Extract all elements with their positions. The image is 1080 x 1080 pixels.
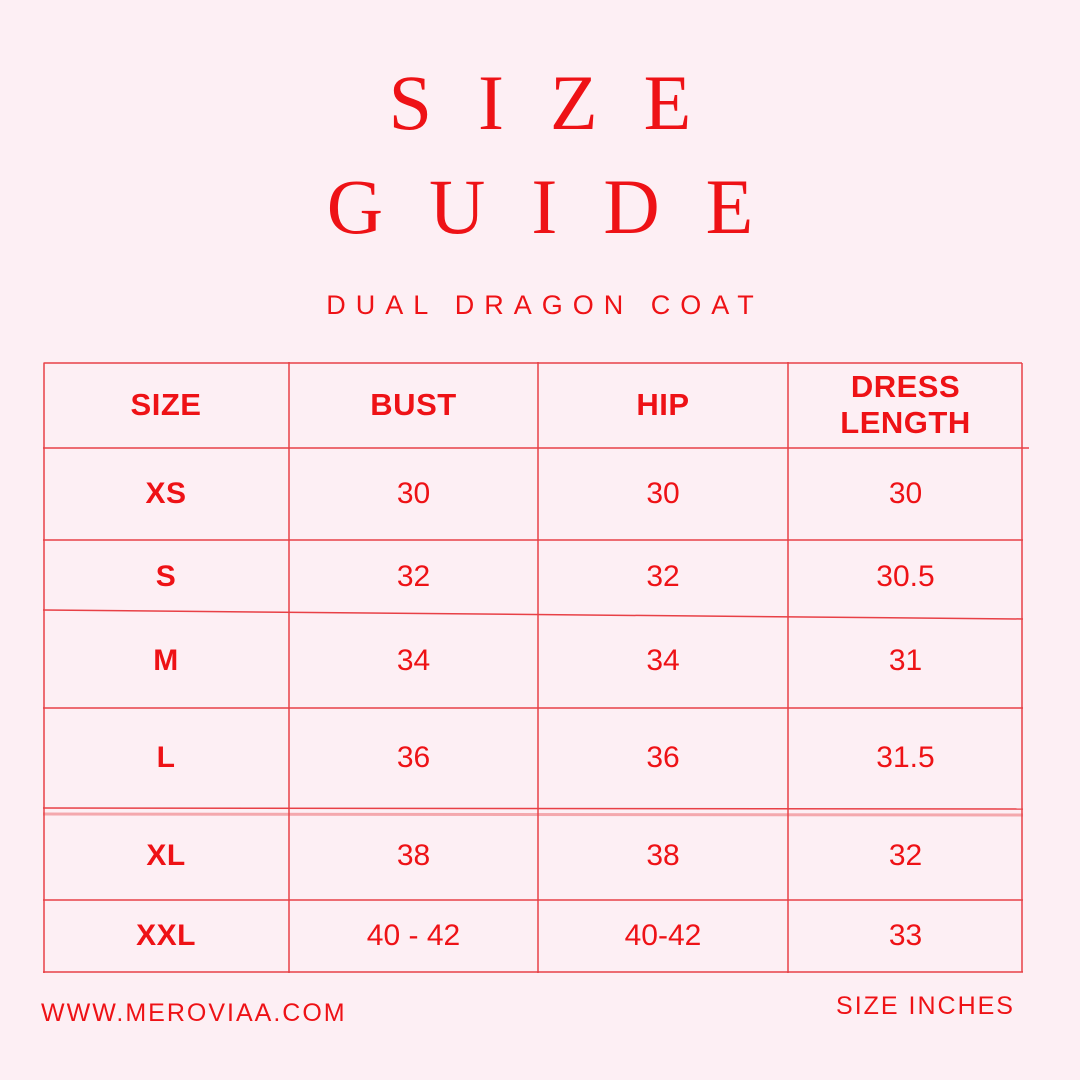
bust-value: 38	[396, 838, 431, 872]
hip-value: 36	[646, 740, 680, 774]
dress-length-value: 31	[888, 643, 923, 677]
size-label: M	[153, 643, 179, 677]
page-title-text-guide: GUIDE	[326, 163, 800, 250]
table-row-s	[43, 540, 1023, 614]
bust-value: 40 - 42	[366, 919, 461, 953]
column-header-bust: BUST	[370, 387, 457, 423]
product-subtitle	[0, 291, 1080, 321]
size-label: L	[156, 740, 176, 774]
hip-value: 32	[646, 559, 680, 593]
dress-length-value: 32	[888, 838, 923, 872]
table-header-row	[43, 362, 1023, 448]
dress-length-value: 30	[888, 476, 923, 510]
bust-value: 30	[396, 476, 431, 510]
bust-value: 32	[396, 559, 431, 593]
column-header-size: SIZE	[130, 387, 202, 423]
hip-value: 30	[646, 476, 680, 510]
hip-value: 38	[646, 838, 680, 872]
bust-value: 36	[396, 740, 431, 774]
column-header-dress-length: DRESS LENGTH	[840, 369, 971, 440]
website-url: WWW.MEROVIAA.COM	[41, 999, 347, 1027]
size-label: XS	[145, 476, 187, 510]
bust-value: 34	[396, 643, 431, 677]
table-row-xxl	[43, 900, 1023, 973]
dress-length-value: 30.5	[876, 559, 935, 593]
size-chart-table	[43, 362, 1023, 973]
table-row-xs	[43, 448, 1023, 540]
page-title-line-1	[0, 59, 1080, 146]
size-label: XXL	[136, 919, 196, 953]
units-note: SIZE INCHES	[836, 992, 1015, 1020]
dress-length-value: 33	[888, 919, 923, 953]
size-label: XL	[146, 838, 186, 872]
page-title-line-2	[0, 163, 1080, 250]
table-row-l	[43, 708, 1023, 808]
product-name-text: DUAL DRAGON COAT	[326, 290, 764, 320]
dress-length-value: 31.5	[876, 740, 935, 774]
hip-value: 34	[646, 643, 680, 677]
page-title-text-size: SIZE	[388, 59, 738, 146]
table-row-xl	[43, 812, 1023, 900]
column-header-hip: HIP	[636, 387, 690, 423]
size-label: S	[155, 559, 177, 593]
hip-value: 40-42	[624, 919, 702, 953]
table-row-m	[43, 614, 1023, 708]
